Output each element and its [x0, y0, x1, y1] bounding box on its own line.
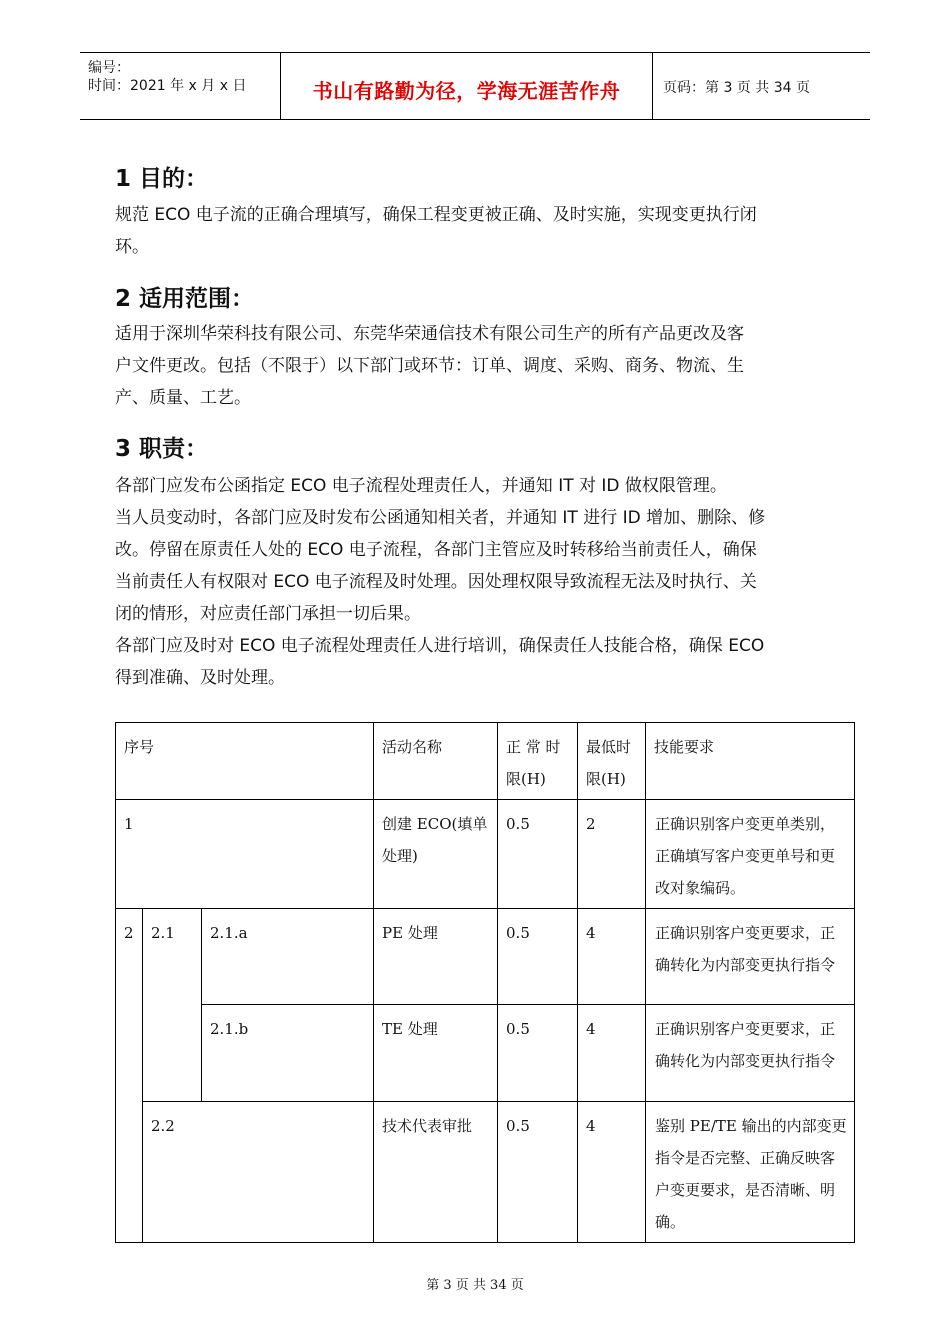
header-meta-cell — [80, 53, 281, 119]
table-row — [116, 1102, 855, 1243]
cell-min-time: 4 — [578, 1005, 646, 1102]
paragraph-line: 产、质量、工艺。 — [115, 388, 251, 408]
activity-table — [115, 722, 855, 1243]
cell-activity: PE 处理 — [374, 909, 498, 1005]
cell-skill: 鉴别 PE/TE 输出的内部变更指令是否完整、正确反映客户变更要求，是否清晰、明确。 — [646, 1102, 855, 1243]
header-motto-cell — [281, 53, 653, 119]
paragraph-line: 改。停留在原责任人处的 ECO 电子流程，各部门主管应及时转移给当前责任人，确保 — [115, 540, 757, 560]
cell-activity: 创建 ECO(填单处理) — [374, 800, 498, 909]
cell-min-time: 4 — [578, 909, 646, 1005]
table-row — [116, 800, 855, 909]
cell-subsubseq: 2.1.b — [202, 1005, 374, 1102]
motto: 书山有路勤为径，学海无涯苦作舟 — [312, 79, 621, 103]
cell-subseq: 2.1 — [143, 909, 202, 1102]
section-heading-scope: 2 适用范围： — [115, 286, 255, 312]
paragraph-line: 各部门应发布公函指定 ECO 电子流程处理责任人，并通知 IT 对 ID 做权限管理。 — [115, 476, 727, 496]
cell-seq: 1 — [116, 800, 374, 909]
cell-subseq: 2.2 — [143, 1102, 374, 1243]
cell-normal-time: 0.5 — [498, 800, 578, 909]
paragraph-line: 得到准确、及时处理。 — [115, 668, 285, 688]
header-page-cell — [653, 53, 870, 119]
cell-min-time: 2 — [578, 800, 646, 909]
cell-skill: 正确识别客户变更要求，正确转化为内部变更执行指令 — [646, 1005, 855, 1102]
section-body-scope — [115, 318, 840, 414]
paragraph-line: 户文件更改。包括（不限于）以下部门或环节：订单、调度、采购、商务、物流、生 — [115, 356, 744, 376]
cell-normal-time: 0.5 — [498, 1005, 578, 1102]
cell-normal-time: 0.5 — [498, 909, 578, 1005]
section-body-purpose — [115, 199, 840, 263]
section-heading-duties: 3 职责： — [115, 436, 209, 462]
paragraph-line: 各部门应及时对 ECO 电子流程处理责任人进行培训，确保责任人技能合格，确保 ECO — [115, 636, 765, 656]
table-header-row — [116, 723, 855, 800]
paragraph-line: 规范 ECO 电子流的正确合理填写，确保工程变更被正确、及时实施，实现变更执行闭 — [115, 205, 757, 225]
doc-time-label: 时间：2021 年 x 月 x 日 — [88, 78, 247, 94]
paragraph-line: 适用于深圳华荣科技有限公司、东莞华荣通信技术有限公司生产的所有产品更改及客 — [115, 324, 744, 344]
paragraph-line: 当人员变动时，各部门应及时发布公函通知相关者，并通知 IT 进行 ID 增加、删除、修 — [115, 508, 766, 528]
header-normal-time: 正 常 时 限(H) — [498, 723, 578, 800]
table-row — [116, 909, 855, 1005]
section-heading-purpose: 1 目的： — [115, 166, 209, 192]
header-activity: 活动名称 — [374, 723, 498, 800]
cell-skill: 正确识别客户变更要求，正确转化为内部变更执行指令 — [646, 909, 855, 1005]
cell-normal-time: 0.5 — [498, 1102, 578, 1243]
header-seq: 序号 — [116, 723, 374, 800]
section-body-duties — [115, 470, 840, 694]
page-header — [80, 52, 870, 120]
cell-min-time: 4 — [578, 1102, 646, 1243]
paragraph-line: 当前责任人有权限对 ECO 电子流程及时处理。因处理权限导致流程无法及时执行、关 — [115, 572, 757, 592]
table-row — [116, 1005, 855, 1102]
page-code: 页码：第 3 页 共 34 页 — [663, 80, 810, 96]
header-skill: 技能要求 — [646, 723, 855, 800]
cell-activity: 技术代表审批 — [374, 1102, 498, 1243]
cell-skill: 正确识别客户变更单类别，正确填写客户变更单号和更改对象编码。 — [646, 800, 855, 909]
paragraph-line: 闭的情形，对应责任部门承担一切后果。 — [115, 604, 421, 624]
paragraph-line: 环。 — [115, 237, 149, 257]
doc-code-label: 编号： — [88, 60, 130, 76]
cell-subsubseq: 2.1.a — [202, 909, 374, 1005]
header-min-time: 最低时限(H) — [578, 723, 646, 800]
page-footer: 第 3 页 共 34 页 — [426, 1278, 524, 1293]
cell-activity: TE 处理 — [374, 1005, 498, 1102]
cell-seq: 2 — [116, 909, 143, 1243]
